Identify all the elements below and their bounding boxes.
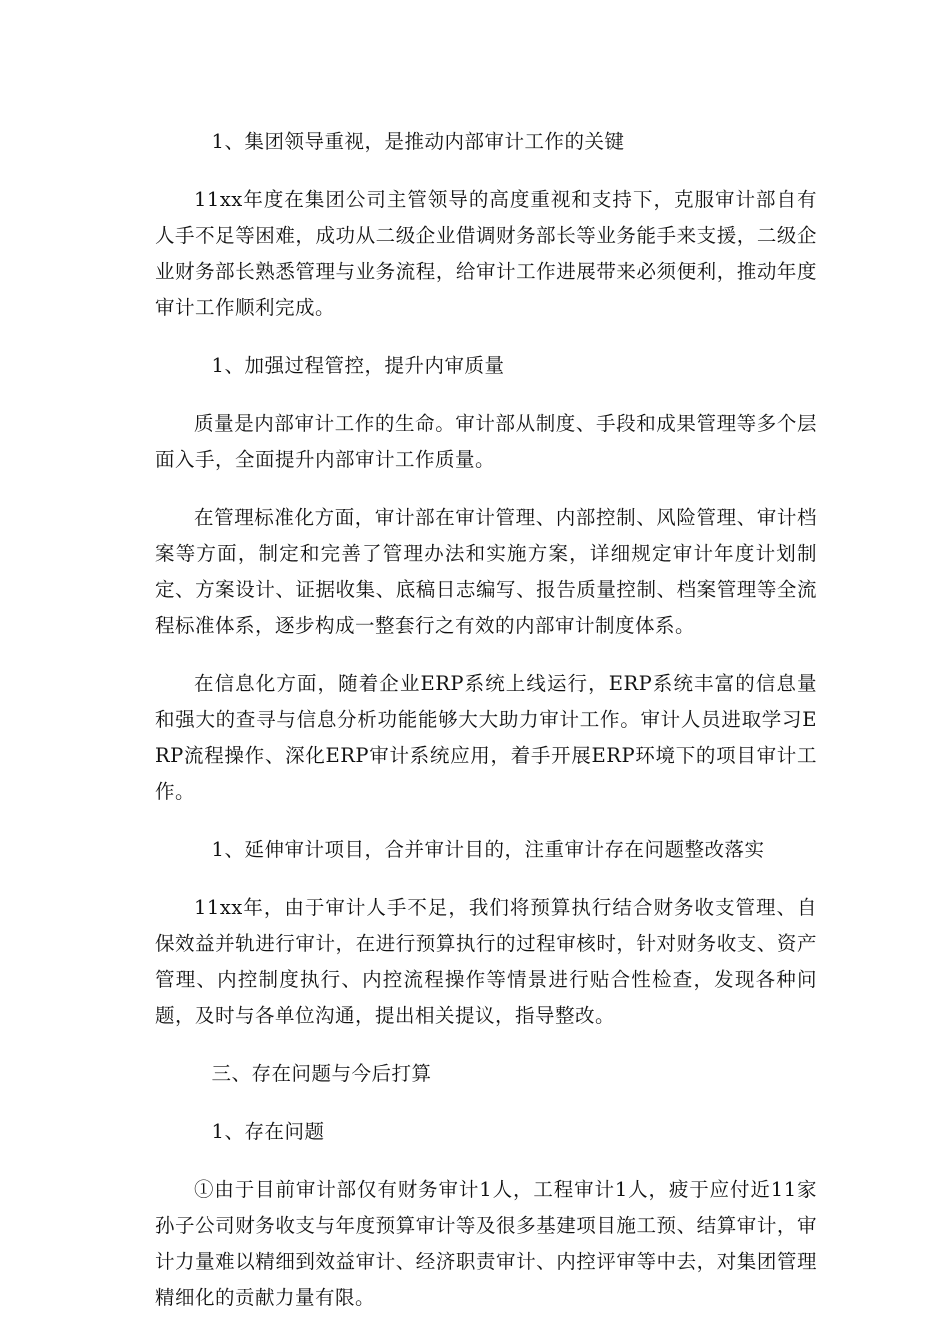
section-heading-problems-plans: 三、存在问题与今后打算 xyxy=(211,1062,432,1085)
section-heading-existing-problems: 1、存在问题 xyxy=(211,1120,325,1143)
paragraph-standardization: 在管理标准化方面，审计部在审计管理、内部控制、风险管理、审计档案等方面，制定和完善了管理办法和实施方案，详细规定审计年度计划制定、方案设计、证据收集、底稿日志编写、报告质量控制、档案管理等全流程标准体系，逐步构成一整套行之有效的内部审计制度体系。 xyxy=(155,506,817,637)
paragraph-informatization: 在信息化方面，随着企业ERP系统上线运行，ERP系统丰富的信息量和强大的查寻与信息分析功能能够大大助力审计工作。审计人员进取学习ERP流程操作、深化ERP审计系统应用，着手开展ERP环境下的项目审计工作。 xyxy=(155,672,817,803)
section-heading-leadership: 1、集团领导重视，是推动内部审计工作的关键 xyxy=(211,130,625,153)
paragraph-leadership-support: 11xx年度在集团公司主管领导的高度重视和支持下，克服审计部自有人手不足等困难，成功从二级企业借调财务部长等业务能手来支援，二级企业财务部长熟悉管理与业务流程，给审计工作进展带来必须便利，推动年度审计工作顺利完成。 xyxy=(155,188,817,319)
section-heading-extend-audit: 1、延伸审计项目，合并审计目的，注重审计存在问题整改落实 xyxy=(211,838,765,861)
paragraph-quality: 质量是内部审计工作的生命。审计部从制度、手段和成果管理等多个层面入手，全面提升内部审计工作质量。 xyxy=(155,412,817,471)
section-heading-process-control: 1、加强过程管控，提升内审质量 xyxy=(211,354,505,377)
paragraph-problem-1: ①由于目前审计部仅有财务审计1人，工程审计1人，疲于应付近11家孙子公司财务收支与年度预算审计等及很多基建项目施工预、结算审计，审计力量难以精细到效益审计、经济职责审计、内控评审等中去，对集团管理精细化的贡献力量有限。 xyxy=(155,1178,817,1309)
document-body xyxy=(155,124,817,1338)
paragraph-audit-integration: 11xx年，由于审计人手不足，我们将预算执行结合财务收支管理、自保效益并轨进行审计，在进行预算执行的过程审核时，针对财务收支、资产管理、内控制度执行、内控流程操作等情景进行贴合性检查，发现各种问题，及时与各单位沟通，提出相关提议，指导整改。 xyxy=(155,896,817,1027)
